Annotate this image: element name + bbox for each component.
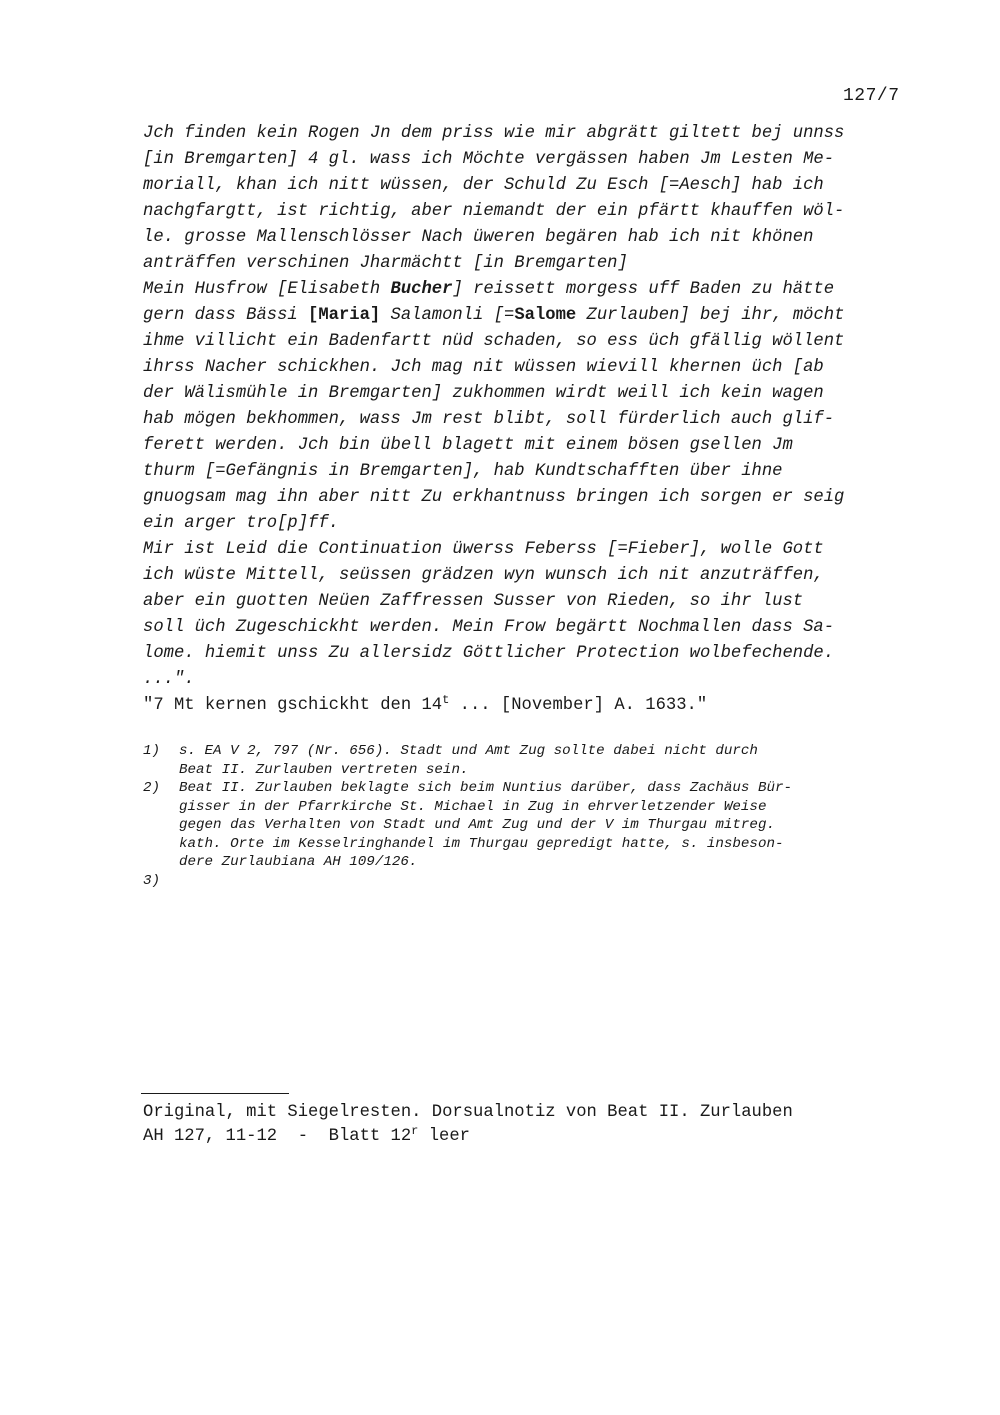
footnote-line: Beat II. Zurlauben vertreten sein. [179, 761, 469, 778]
text-line [143, 303, 943, 329]
text-segment: aber ein guotten Neüen Zaffressen Susser von Rieden, so ihr lust [143, 592, 804, 611]
text-segment: [in Bremgarten] 4 gl. wass ich Möchte vergässen haben Jm Lesten Me- [143, 150, 835, 169]
text-line [143, 511, 943, 537]
footnote-line: gisser in der Pfarrkirche St. Michael in Zug in ehrverletzender Weise [179, 798, 767, 815]
closing-line: "7 Mt kernen gschickht den 14$^t$ ... [November] A. 1633." [143, 693, 708, 715]
text-line [143, 459, 943, 485]
text-line [143, 173, 943, 199]
footnote-number: 2) [143, 780, 161, 796]
text-line [143, 563, 943, 589]
text-segment: Mein Husfrow [Elisabeth [143, 280, 391, 299]
text-line [143, 329, 943, 355]
text-line [143, 641, 943, 667]
text-line [143, 225, 943, 251]
text-line [143, 147, 943, 173]
superscript-r: r [411, 1124, 419, 1138]
footnote [143, 872, 923, 891]
footnote-line: Beat II. Zurlauben beklagte sich beim Nuntius darüber, dass Zachäus Bür- [179, 780, 792, 796]
text-line [143, 381, 943, 407]
text-segment: Mir ist Leid die Continuation üwerss Feberss [=Fieber], wolle Gott [143, 540, 824, 559]
note-original: Original, mit Siegelresten. Dorsualnotiz von Beat II. Zurlauben [143, 1103, 793, 1122]
footnotes [143, 742, 923, 890]
text-segment: soll üch Zugeschickht werden. Mein Frow begärtt Nochmallen dass Sa- [143, 618, 835, 637]
text-line [143, 121, 943, 147]
text-segment: le. grosse Mallenschlösser Nach üweren begären hab ich nit khönen [143, 228, 814, 247]
text-segment: der Wälismühle in Bremgarten] zukhommen wirdt weill ich kein wagen [143, 384, 824, 403]
footnote-line: dere Zurlaubiana AH 109/126. [179, 854, 418, 870]
text-segment: gnuogsam mag ihn aber nitt Zu erkhantnuss bringen ich sorgen er seig [143, 488, 845, 507]
text-line [143, 277, 943, 303]
text-line [143, 537, 943, 563]
text-segment: Zurlauben] bej ihr, möcht [576, 306, 845, 325]
superscript-t: t [442, 693, 450, 707]
footnote [143, 742, 923, 779]
text-line [143, 433, 943, 459]
text-line [143, 407, 943, 433]
text-line [143, 589, 943, 615]
emphasized-name: [Maria] [308, 306, 381, 325]
text-line [143, 199, 943, 225]
footnote [143, 779, 923, 872]
footnote-number: 1) [143, 743, 161, 759]
emphasized-name: Bucher [390, 280, 453, 299]
text-segment: ihrss Nacher schickhen. Jch mag nit wüssen wievill khernen üch [ab [143, 358, 824, 377]
text-segment: nachgfargtt, ist richtig, aber niemandt der ein pfärtt khauffen wöl- [143, 202, 845, 221]
archival-notes [143, 1101, 793, 1149]
page-number: 127/7 [843, 86, 900, 106]
text-segment: lome. hiemit unss Zu allersidz Göttlicher Protection wolbefechende. [143, 644, 835, 663]
footnote-line: s. EA V 2, 797 (Nr. 656). Stadt und Amt Zug sollte dabei nicht durch [179, 743, 758, 759]
text-segment: hab mögen bekhommen, wass Jm rest blibt, soll fürderlich auch glif- [143, 410, 835, 429]
text-segment: ...". [143, 670, 195, 689]
footnote-line: kath. Orte im Kesselringhandel im Thurgau gepredigt hatte, s. insbeson- [179, 835, 784, 852]
text-segment: thurm [=Gefängnis in Bremgarten], hab Kundtschafften über ihne [143, 462, 783, 481]
text-line [143, 667, 943, 693]
footnote-text [179, 779, 792, 872]
text-segment: ] reissett morgess uff Baden zu hätte [452, 280, 835, 299]
footnote-line: gegen das Verhalten von Stadt und Amt Zug und der V im Thurgau mitreg. [179, 817, 775, 833]
text-segment: Salamonli [= [380, 306, 515, 325]
text-line [143, 615, 943, 641]
text-line [143, 355, 943, 381]
footnote-text [179, 742, 758, 779]
text-segment: Jch finden kein Rogen Jn dem priss wie mir abgrätt giltett bej unnss [143, 124, 845, 143]
text-segment: ferett werden. Jch bin übell blagett mit einem bösen gsellen Jm [143, 436, 793, 455]
text-segment: ein arger tro[p]ff. [143, 514, 339, 533]
footnote-divider [141, 1093, 289, 1094]
emphasized-name: Salome [514, 306, 577, 325]
text-segment: ihme villicht ein Badenfartt nüd schaden, so ess üch gfällig wöllent [143, 332, 845, 351]
text-line [143, 251, 943, 277]
footnote-number: 3) [143, 872, 161, 889]
text-segment: gern dass Bässi [143, 306, 309, 325]
letter-body [143, 121, 943, 719]
note-reference: AH 127, 11-12 - Blatt 12$^r$ leer [143, 1124, 470, 1146]
text-line [143, 485, 943, 511]
text-segment: moriall, khan ich nitt wüssen, der Schuld Zu Esch [=Aesch] hab ich [143, 176, 824, 195]
text-segment: anträffen verschinen Jharmächtt [in Bremgarten] [143, 254, 628, 273]
text-segment: ich wüste Mittell, seüssen grädzen wyn wunsch ich nit anzuträffen, [143, 566, 824, 585]
